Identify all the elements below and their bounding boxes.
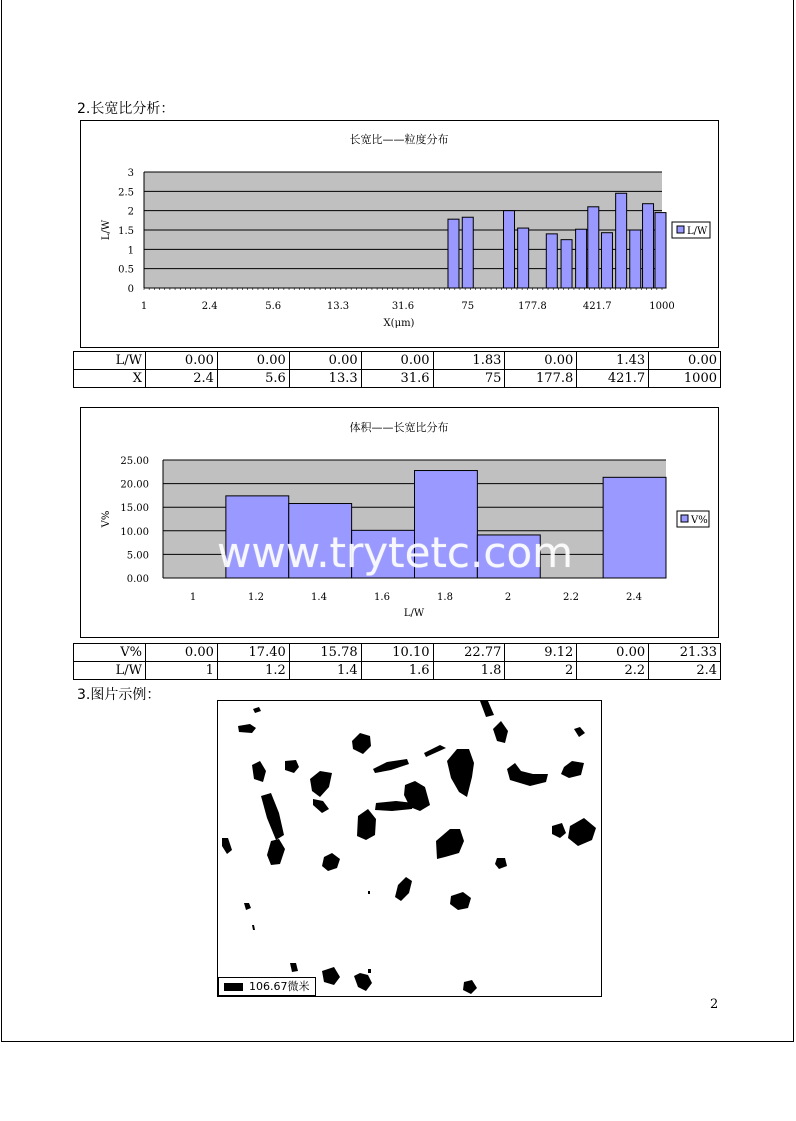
- table-cell: 0.00: [146, 644, 218, 662]
- table-cell: 1.2: [217, 662, 289, 680]
- chart2-x-tick: 1.4: [311, 592, 327, 603]
- watermark: www.trytetc.com: [217, 528, 574, 577]
- chart2-y-tick: 25.00: [120, 456, 149, 467]
- table-cell: 2.4: [146, 370, 218, 388]
- chart1-svg: [81, 121, 718, 347]
- chart1-bar: [546, 234, 557, 288]
- volume-table: [73, 643, 721, 680]
- table-row: [74, 662, 721, 680]
- chart1-y-label: L/W: [101, 219, 112, 241]
- chart1-bar: [504, 211, 515, 288]
- chart1-y-tick: 1: [127, 245, 134, 257]
- chart2-y-tick: 20.00: [120, 479, 149, 491]
- chart1-legend-swatch: [677, 226, 684, 233]
- scale-bar: [224, 983, 243, 991]
- table-cell: 1.4: [289, 662, 361, 680]
- chart1-x-label: X(μm): [383, 318, 415, 329]
- table-cell: 9.12: [505, 644, 577, 662]
- chart2-y-tick: 5.00: [126, 550, 149, 562]
- chart1-title: 长宽比——粒度分布: [349, 133, 449, 146]
- chart1-x-tick: 31.6: [391, 301, 415, 312]
- chart2-legend-swatch: [681, 515, 688, 522]
- table-cell: 1.83: [433, 352, 505, 370]
- aspect-ratio-table: [73, 351, 721, 388]
- particle-blobs: [218, 701, 602, 997]
- table-cell: 1.43: [577, 352, 649, 370]
- chart1-y-tick: 1.5: [118, 226, 134, 237]
- chart2-x-label: L/W: [403, 608, 425, 619]
- table-cell: 15.78: [289, 644, 361, 662]
- particle-sample-image: [217, 700, 602, 997]
- volume-aspect-ratio-chart: [80, 407, 719, 638]
- chart1-bar: [588, 207, 599, 288]
- chart1-bar: [448, 219, 459, 288]
- chart2-y-label: V%: [101, 510, 112, 528]
- row-label: L/W: [74, 352, 146, 370]
- table-cell: 75: [433, 370, 505, 388]
- table-cell: 0.00: [649, 352, 721, 370]
- chart1-bar: [561, 240, 572, 288]
- table-cell: 1.6: [361, 662, 433, 680]
- table-cell: 0.00: [289, 352, 361, 370]
- chart2-y-tick: 10.00: [120, 526, 149, 538]
- chart1-bar: [616, 193, 627, 288]
- scale-legend: [218, 977, 316, 996]
- chart1-x-tick: 177.8: [518, 301, 547, 312]
- chart1-bar: [462, 217, 473, 288]
- row-label: V%: [74, 644, 146, 662]
- chart1-x-tick: 1000: [649, 301, 675, 312]
- page-number: 2: [710, 997, 719, 1012]
- chart2-svg: [81, 408, 718, 637]
- chart1-bar: [655, 213, 666, 288]
- chart1-bar: [576, 229, 587, 288]
- chart1-y-tick: 2.5: [118, 187, 134, 199]
- table-cell: 2.2: [577, 662, 649, 680]
- table-cell: 5.6: [217, 370, 289, 388]
- table-row: [74, 370, 721, 388]
- aspect-ratio-size-chart: [80, 120, 719, 348]
- chart2-bar: [603, 477, 666, 578]
- chart1-y-tick: 0.5: [118, 264, 134, 276]
- table-cell: 0.00: [505, 352, 577, 370]
- chart1-bar: [518, 228, 529, 288]
- chart2-x-tick: 2.2: [563, 592, 579, 603]
- chart2-x-tick: 1.6: [374, 592, 390, 603]
- chart2-x-tick: 1.8: [437, 592, 453, 603]
- table-cell: 421.7: [577, 370, 649, 388]
- section-2-heading: 2.长宽比分析：: [77, 101, 175, 117]
- table-cell: 10.10: [361, 644, 433, 662]
- table-cell: 0.00: [577, 644, 649, 662]
- chart1-bar: [601, 233, 612, 288]
- table-cell: 0.00: [217, 352, 289, 370]
- chart1-bar: [643, 204, 654, 288]
- chart1-x-tick: 2.4: [201, 301, 218, 312]
- table-cell: 1: [146, 662, 218, 680]
- table-cell: 0.00: [146, 352, 218, 370]
- chart1-x-tick: 13.3: [326, 301, 350, 312]
- table-cell: 1000: [649, 370, 721, 388]
- chart1-x-tick: 75: [461, 301, 475, 312]
- chart1-x-tick: 5.6: [265, 301, 282, 312]
- chart2-x-tick: 1: [189, 592, 197, 603]
- chart1-y-tick: 0: [127, 284, 134, 295]
- table-cell: 13.3: [289, 370, 361, 388]
- scale-label: 106.67微米: [249, 980, 310, 993]
- chart2-x-tick: 1.2: [248, 592, 264, 603]
- table-cell: 21.33: [649, 644, 721, 662]
- table-cell: 1.8: [433, 662, 505, 680]
- chart2-legend-label: V%: [691, 515, 708, 526]
- table-cell: 17.40: [217, 644, 289, 662]
- table-row: [74, 352, 721, 370]
- chart1-y-tick: 3: [127, 168, 134, 179]
- section-3-heading: 3.图片示例：: [77, 687, 161, 703]
- table-row: [74, 644, 721, 662]
- table-cell: 0.00: [361, 352, 433, 370]
- table-cell: 31.6: [361, 370, 433, 388]
- table-cell: 2.4: [649, 662, 721, 680]
- row-label: L/W: [74, 662, 146, 680]
- chart2-y-tick: 15.00: [120, 503, 149, 515]
- table-cell: 22.77: [433, 644, 505, 662]
- chart1-x-tick: 421.7: [582, 301, 612, 312]
- chart1-y-tick: 2: [127, 206, 134, 218]
- chart2-title: 体积——长宽比分布: [349, 421, 449, 434]
- row-label: X: [74, 370, 146, 388]
- chart2-y-tick: 0.00: [126, 574, 149, 585]
- chart1-legend-label: L/W: [687, 226, 708, 237]
- chart2-x-tick: 2: [504, 592, 512, 603]
- table-cell: 177.8: [505, 370, 577, 388]
- chart1-bar: [630, 230, 641, 288]
- table-cell: 2: [505, 662, 577, 680]
- chart2-x-tick: 2.4: [626, 592, 642, 603]
- chart1-x-tick: 1: [140, 301, 148, 312]
